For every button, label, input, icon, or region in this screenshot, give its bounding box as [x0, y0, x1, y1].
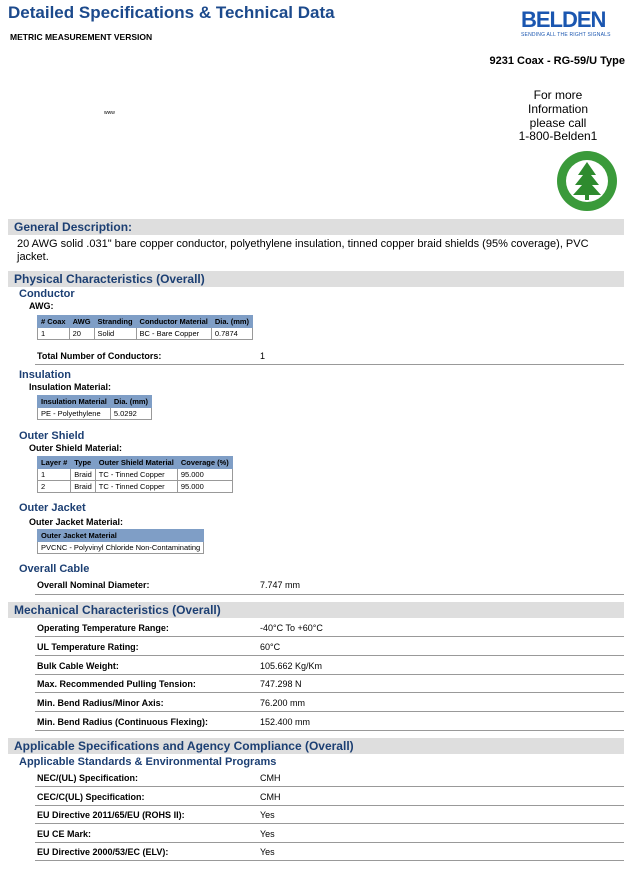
spec-row-label: EU CE Mark:: [37, 828, 92, 839]
table-row: [38, 469, 233, 481]
table-header-cell: Outer Jacket Material: [38, 530, 204, 542]
table-header-cell: Layer #: [38, 457, 71, 469]
spec-row-label: CEC/C(UL) Specification:: [37, 791, 145, 802]
spec-row-value: 60°C: [260, 641, 281, 652]
section-general-description: General Description:: [8, 219, 624, 235]
spec-row-label: Operating Temperature Range:: [37, 623, 169, 633]
total-conductors-value: 1: [260, 351, 266, 361]
table-header-cell: Coverage (%): [177, 457, 232, 469]
outer-shield-material-label: Outer Shield Material:: [29, 443, 123, 453]
section-mechanical-characteristics: Mechanical Characteristics (Overall): [8, 602, 624, 618]
spec-row-value: CMH: [260, 791, 281, 802]
spec-row-value: Yes: [260, 847, 275, 858]
phone-number: 1-800-Belden1: [518, 129, 598, 143]
table-row: [38, 542, 204, 554]
table-row: [38, 408, 152, 420]
spec-row-label: Bulk Cable Weight:: [37, 660, 119, 671]
table-cell: Braid: [71, 481, 96, 493]
divider: [35, 655, 624, 656]
outer-jacket-heading: Outer Jacket: [19, 502, 86, 514]
table-cell: 95.000: [177, 469, 232, 481]
general-description-text: 20 AWG solid .031" bare copper conductor, polyethylene insulation, tinned copper braid shields (95% coverage), PVC jacket.: [17, 238, 589, 263]
standards-heading: Applicable Standards & Environmental Programs: [19, 756, 277, 768]
total-conductors-label: Total Number of Conductors:: [37, 351, 162, 361]
divider: [35, 692, 624, 693]
table-cell: 20: [69, 328, 94, 340]
spec-row-value: CMH: [260, 773, 281, 783]
table-row: [38, 481, 233, 493]
overall-diameter-value: 7.747 mm: [260, 580, 301, 590]
table-header-cell: Conductor Material: [136, 316, 211, 328]
divider: [35, 786, 624, 787]
info-text: [503, 88, 613, 130]
spec-row-value: 747.298 N: [260, 679, 302, 690]
divider: [35, 364, 624, 365]
table-header-cell: # Coax: [38, 316, 70, 328]
divider: [35, 805, 624, 806]
spec-row-label: Min. Bend Radius/Minor Axis:: [37, 698, 164, 709]
table-header-cell: Type: [71, 457, 96, 469]
table-header-cell: Insulation Material: [38, 396, 111, 408]
table-row: [38, 328, 253, 340]
info-line-1: For more Information: [527, 88, 589, 116]
table-cell: Braid: [71, 469, 96, 481]
spec-row-value: 152.400 mm: [260, 717, 311, 727]
divider: [35, 730, 624, 731]
insulation-table: [37, 395, 152, 420]
divider: [35, 842, 624, 843]
table-header-cell: Dia. (mm): [211, 316, 252, 328]
section-compliance: Applicable Specifications and Agency Compliance (Overall): [8, 738, 624, 754]
divider: [35, 823, 624, 824]
spec-row-value: 105.662 Kg/Km: [260, 660, 323, 671]
table-cell: 95.000: [177, 481, 232, 493]
spec-row-label: NEC/(UL) Specification:: [37, 773, 139, 783]
rohs-compliant-badge: [556, 150, 618, 212]
belden-logo: [521, 9, 611, 39]
spec-row-label: EU Directive 2000/53/EC (ELV):: [37, 847, 169, 858]
table-cell: 1: [38, 328, 70, 340]
spec-row-label: UL Temperature Rating:: [37, 641, 139, 652]
awg-label: AWG:: [29, 301, 54, 311]
spec-row-value: Yes: [260, 828, 275, 839]
outer-shield-table: [37, 456, 233, 493]
table-cell: TC - Tinned Copper: [95, 481, 177, 493]
table-cell: 0.7874: [211, 328, 252, 340]
table-header-cell: Outer Shield Material: [95, 457, 177, 469]
tree-trunk: [585, 195, 589, 200]
spec-row-value: Yes: [260, 810, 275, 821]
spec-row-label: Max. Recommended Pulling Tension:: [37, 679, 196, 690]
section-physical-characteristics: Physical Characteristics (Overall): [8, 271, 624, 287]
spec-row-value: -40°C To +60°C: [260, 623, 323, 633]
table-cell: PE - Polyethylene: [38, 408, 111, 420]
table-header-cell: Stranding: [94, 316, 136, 328]
table-header-cell: AWG: [69, 316, 94, 328]
table-cell: PVCNC - Polyvinyl Chloride Non-Contaminating: [38, 542, 204, 554]
table-cell: Solid: [94, 328, 136, 340]
conductor-table: [37, 315, 253, 340]
outer-shield-heading: Outer Shield: [19, 430, 85, 442]
logo-tagline: SENDING ALL THE RIGHT SIGNALS: [521, 32, 611, 38]
logo-text: BELDEN: [521, 7, 606, 32]
table-cell: 5.0292: [110, 408, 151, 420]
spec-row-label: Min. Bend Radius (Continuous Flexing):: [37, 717, 208, 727]
divider: [35, 594, 624, 595]
table-cell: TC - Tinned Copper: [95, 469, 177, 481]
divider: [35, 674, 624, 675]
outer-jacket-table: [37, 529, 204, 554]
table-cell: 2: [38, 481, 71, 493]
product-name: 9231 Coax - RG-59/U Type: [489, 55, 625, 67]
insulation-heading: Insulation: [19, 369, 71, 381]
overall-diameter-label: Overall Nominal Diameter:: [37, 580, 150, 590]
divider: [35, 860, 624, 861]
table-header-cell: Dia. (mm): [110, 396, 151, 408]
spec-row-label: EU Directive 2011/65/EU (ROHS II):: [37, 810, 185, 821]
divider: [35, 636, 624, 637]
table-cell: BC - Bare Copper: [136, 328, 211, 340]
conductor-heading: Conductor: [19, 288, 75, 300]
tiny-mark: www: [104, 110, 115, 116]
overall-cable-heading: Overall Cable: [19, 563, 90, 575]
table-cell: 1: [38, 469, 71, 481]
page-subtitle: METRIC MEASUREMENT VERSION: [10, 32, 153, 42]
spec-row-value: 76.200 mm: [260, 698, 306, 709]
info-line-2: please call: [529, 116, 587, 130]
insulation-material-label: Insulation Material:: [29, 382, 112, 392]
divider: [35, 711, 624, 712]
outer-jacket-material-label: Outer Jacket Material:: [29, 517, 124, 527]
page-title: Detailed Specifications & Technical Data: [8, 3, 335, 22]
